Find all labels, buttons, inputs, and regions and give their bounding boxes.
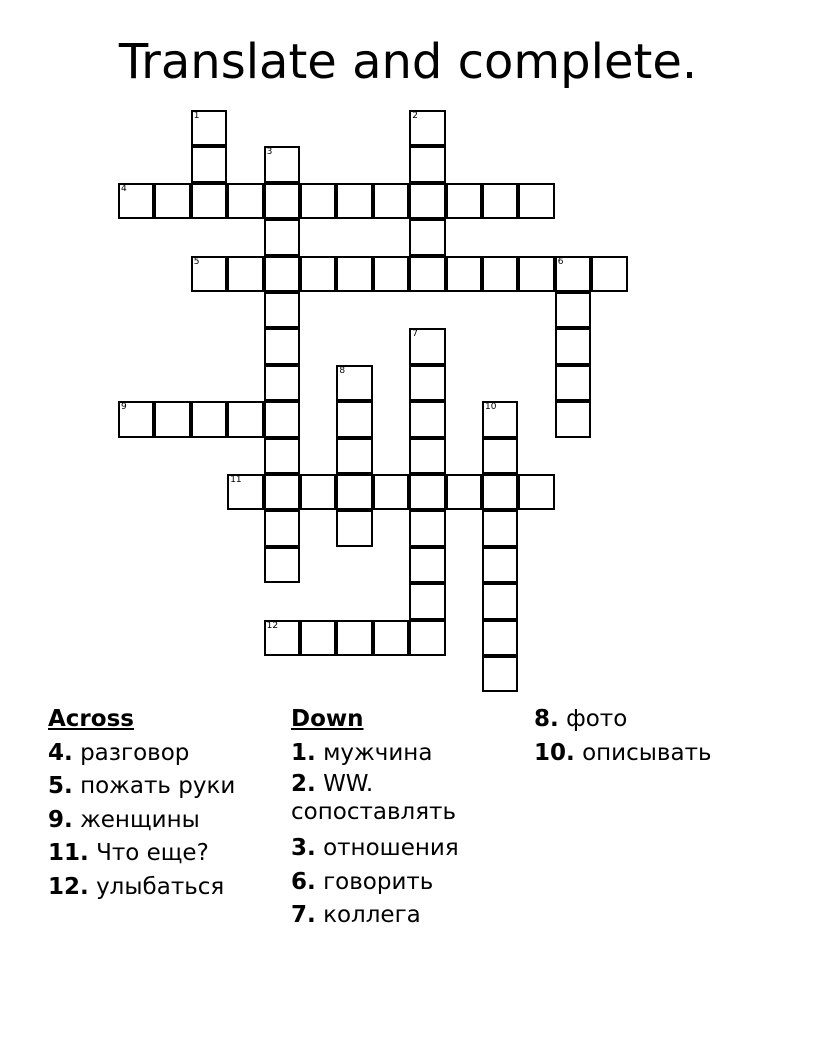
grid-cell[interactable] xyxy=(555,365,591,401)
grid-cell[interactable] xyxy=(409,219,445,255)
clue-number: 4 xyxy=(121,183,127,194)
clue-number: 7 xyxy=(412,329,418,340)
grid-cell[interactable] xyxy=(409,110,445,146)
clue-across-12: 12. улыбаться xyxy=(48,873,225,900)
grid-cell[interactable] xyxy=(336,256,372,292)
grid-cell[interactable] xyxy=(336,620,372,656)
clue-number: 3 xyxy=(266,147,273,158)
across-clues xyxy=(48,703,278,904)
grid-cell[interactable] xyxy=(591,256,627,292)
clue-number: 11 xyxy=(230,475,242,485)
grid-cell[interactable] xyxy=(373,256,409,292)
grid-cell[interactable] xyxy=(264,146,300,182)
down-heading: Down xyxy=(291,706,364,732)
grid-cell[interactable] xyxy=(482,583,518,619)
grid-cell[interactable] xyxy=(336,365,372,401)
grid-cell[interactable] xyxy=(264,292,300,328)
grid-cell[interactable] xyxy=(482,547,518,583)
clue-number: 9 xyxy=(121,402,127,413)
grid-cell[interactable] xyxy=(518,183,554,219)
grid-cell[interactable] xyxy=(518,256,554,292)
clue-number: 12 xyxy=(266,620,279,631)
crossword-grid xyxy=(118,110,593,695)
grid-cell[interactable] xyxy=(264,219,300,255)
grid-cell[interactable] xyxy=(446,256,482,292)
grid-cell[interactable] xyxy=(191,183,227,219)
clue-across-9: 9. женщины xyxy=(48,806,200,833)
grid-cell[interactable] xyxy=(227,256,263,292)
grid-cell[interactable] xyxy=(409,365,445,401)
grid-cell[interactable] xyxy=(482,183,518,219)
clue-down-1: 1. мужчина xyxy=(291,739,433,766)
grid-cell[interactable] xyxy=(300,474,336,510)
grid-cell[interactable] xyxy=(227,474,263,510)
grid-cell[interactable] xyxy=(300,183,336,219)
grid-cell[interactable] xyxy=(300,256,336,292)
grid-cell[interactable] xyxy=(154,183,190,219)
grid-cell[interactable] xyxy=(264,183,300,219)
grid-cell[interactable] xyxy=(264,510,300,546)
grid-cell[interactable] xyxy=(409,474,445,510)
clue-down-10: 10. описывать xyxy=(534,739,712,766)
grid-cell[interactable] xyxy=(555,292,591,328)
clue-number: 6 xyxy=(557,256,564,267)
grid-cell[interactable] xyxy=(409,438,445,474)
clue-number: 8 xyxy=(339,365,346,376)
across-heading: Across xyxy=(48,706,134,732)
grid-cell[interactable] xyxy=(409,620,445,656)
grid-cell[interactable] xyxy=(409,146,445,182)
grid-cell[interactable] xyxy=(336,183,372,219)
grid-cell[interactable] xyxy=(482,401,518,437)
grid-cell[interactable] xyxy=(264,620,300,656)
clue-down-6: 6. говорить xyxy=(291,868,434,895)
clue-across-4: 4. разговор xyxy=(48,739,190,766)
grid-cell[interactable] xyxy=(555,401,591,437)
grid-cell[interactable] xyxy=(482,656,518,692)
grid-cell[interactable] xyxy=(555,256,591,292)
grid-cell[interactable] xyxy=(154,401,190,437)
grid-cell[interactable] xyxy=(482,474,518,510)
grid-cell[interactable] xyxy=(264,547,300,583)
grid-cell[interactable] xyxy=(227,183,263,219)
grid-cell[interactable] xyxy=(264,328,300,364)
clue-down-2: 2. WW. сопоставлять xyxy=(291,771,457,825)
grid-cell[interactable] xyxy=(191,401,227,437)
grid-cell[interactable] xyxy=(191,146,227,182)
grid-cell[interactable] xyxy=(373,183,409,219)
down-clues xyxy=(291,703,526,933)
grid-cell[interactable] xyxy=(264,256,300,292)
grid-cell[interactable] xyxy=(409,583,445,619)
grid-cell[interactable] xyxy=(336,401,372,437)
grid-cell[interactable] xyxy=(409,256,445,292)
grid-cell[interactable] xyxy=(446,183,482,219)
grid-cell[interactable] xyxy=(373,474,409,510)
page-title: Translate and complete. xyxy=(118,34,698,90)
grid-cell[interactable] xyxy=(446,474,482,510)
grid-cell[interactable] xyxy=(191,110,227,146)
grid-cell[interactable] xyxy=(336,474,372,510)
clue-number: 1 xyxy=(193,111,200,121)
grid-cell[interactable] xyxy=(409,401,445,437)
grid-cell[interactable] xyxy=(264,365,300,401)
clue-down-8: 8. фото xyxy=(534,706,628,732)
grid-cell[interactable] xyxy=(409,510,445,546)
grid-cell[interactable] xyxy=(300,620,336,656)
grid-cell[interactable] xyxy=(482,510,518,546)
grid-cell[interactable] xyxy=(518,474,554,510)
grid-cell[interactable] xyxy=(227,401,263,437)
grid-cell[interactable] xyxy=(191,256,227,292)
clue-number: 5 xyxy=(193,256,200,267)
clue-number: 2 xyxy=(412,111,418,121)
clue-across-11: 11. Что еще? xyxy=(48,840,209,866)
grid-cell[interactable] xyxy=(482,438,518,474)
grid-cell[interactable] xyxy=(118,183,154,219)
grid-cell[interactable] xyxy=(409,547,445,583)
grid-cell[interactable] xyxy=(409,328,445,364)
grid-cell[interactable] xyxy=(336,510,372,546)
grid-cell[interactable] xyxy=(264,474,300,510)
clue-number: 10 xyxy=(485,402,497,413)
grid-cell[interactable] xyxy=(118,401,154,437)
grid-cell[interactable] xyxy=(373,620,409,656)
grid-cell[interactable] xyxy=(336,438,372,474)
grid-cell[interactable] xyxy=(482,256,518,292)
down-clues-continued xyxy=(534,703,794,770)
clue-across-5: 5. пожать руки xyxy=(48,773,236,799)
grid-cell[interactable] xyxy=(264,438,300,474)
grid-cell[interactable] xyxy=(409,183,445,219)
clue-down-7: 7. коллега xyxy=(291,902,421,928)
grid-cell[interactable] xyxy=(555,328,591,364)
grid-cell[interactable] xyxy=(482,620,518,656)
grid-cell[interactable] xyxy=(264,401,300,437)
clue-down-3: 3. отношения xyxy=(291,835,459,861)
